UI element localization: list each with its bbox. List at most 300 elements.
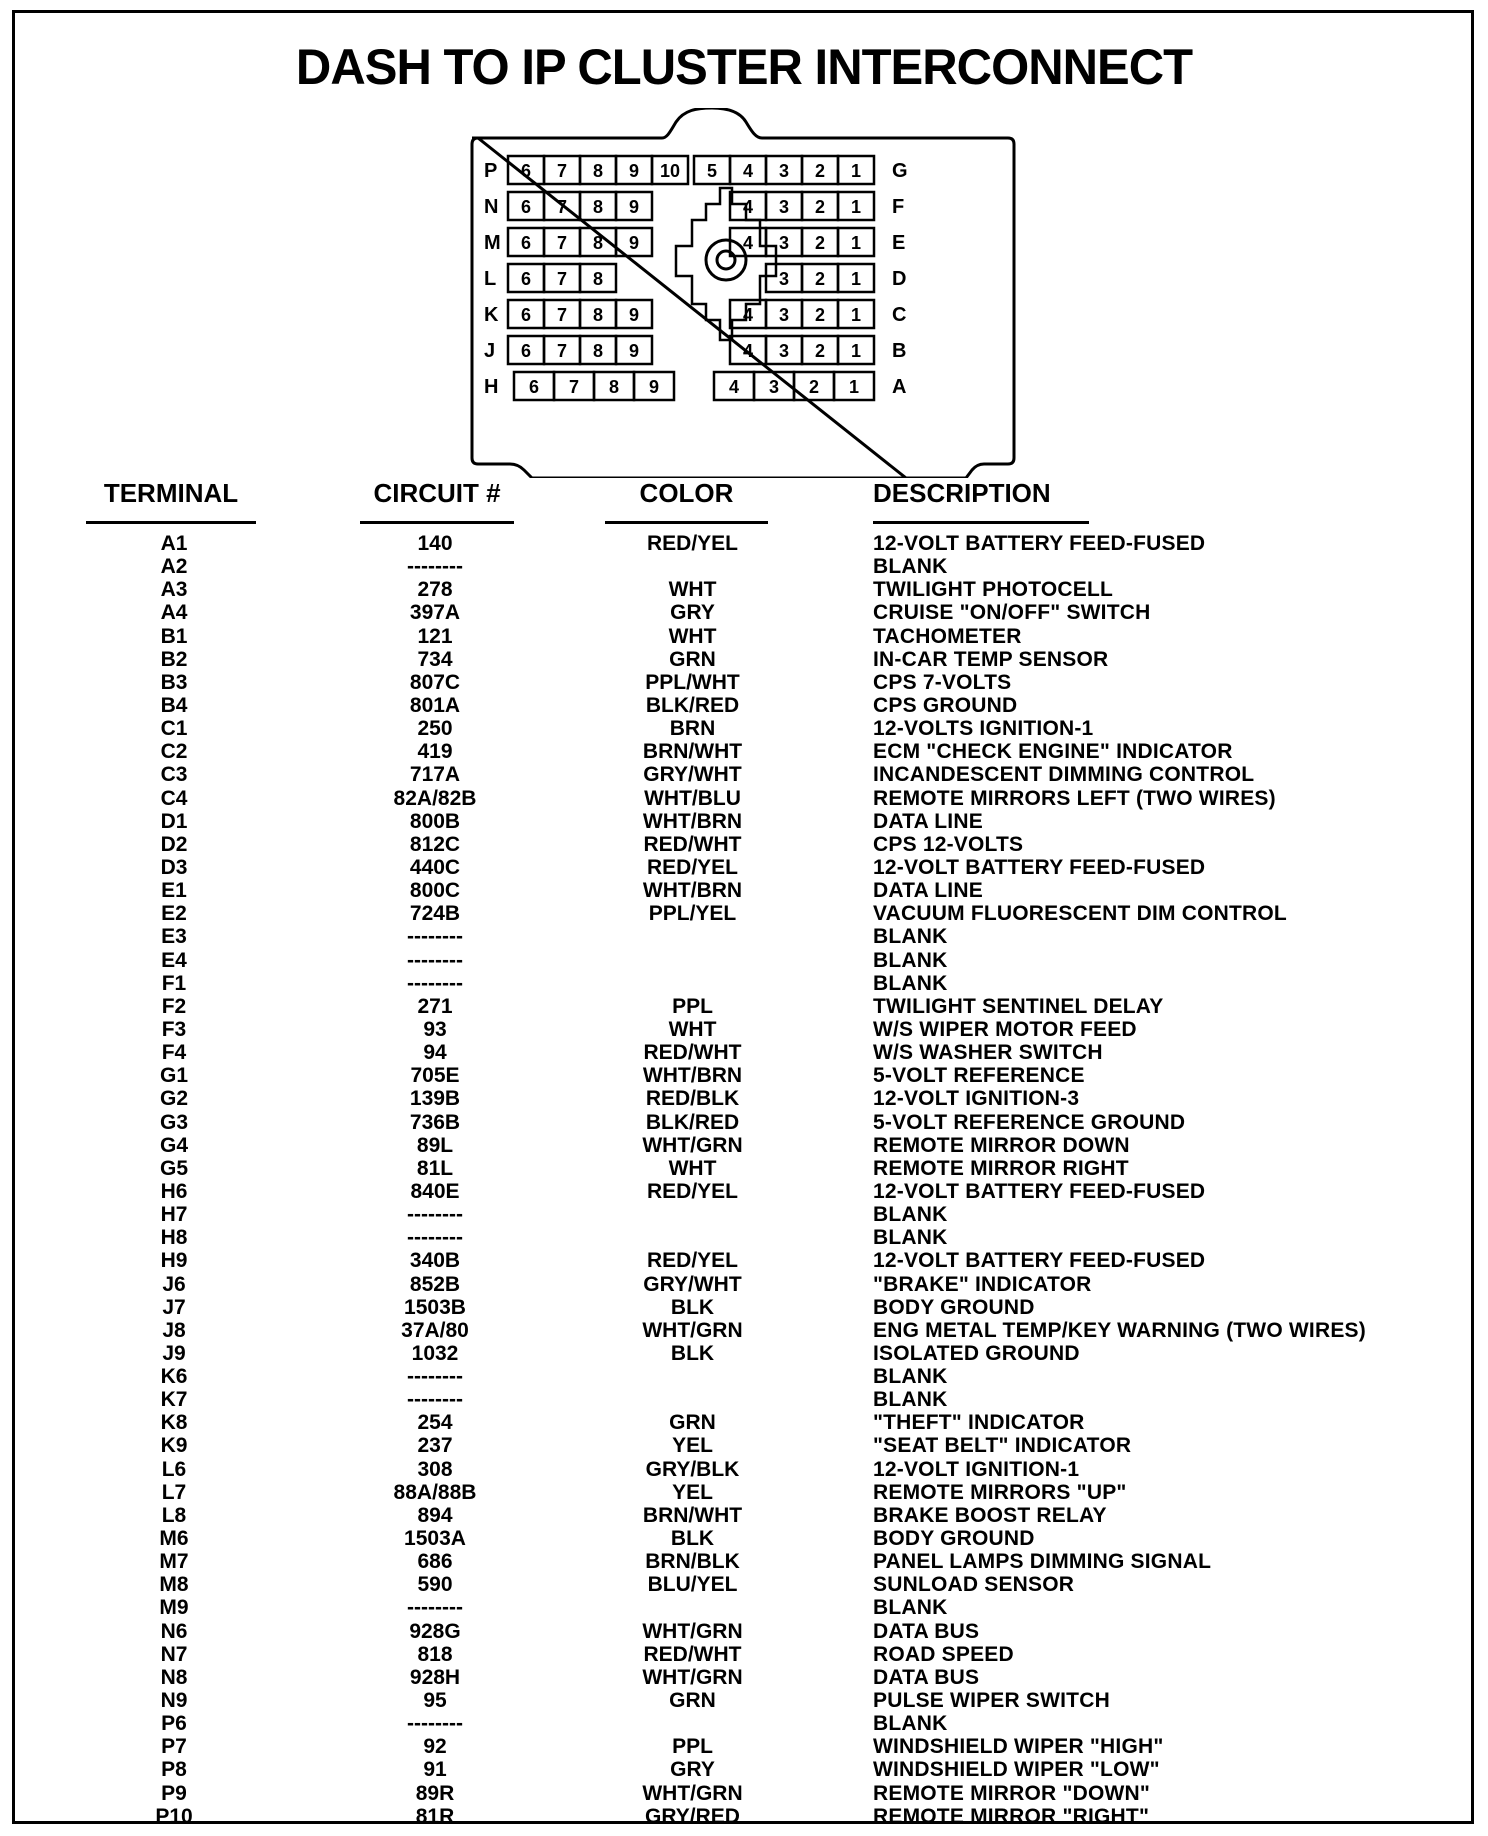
terminal-cell: N7: [160, 1642, 188, 1666]
table-row: [0, 1296, 1488, 1319]
color-cell: PPL: [672, 994, 713, 1018]
description-cell: BLANK: [873, 948, 948, 972]
pin-number: 8: [608, 377, 620, 397]
circuit-cell: --------: [407, 1712, 463, 1736]
row-letter: P: [484, 160, 498, 182]
description-cell: REMOTE MIRROR "DOWN": [873, 1781, 1151, 1805]
table-row: [0, 1157, 1488, 1180]
table-row: [0, 1342, 1488, 1365]
terminal-cell: C4: [160, 786, 188, 810]
circuit-cell: 818: [417, 1642, 453, 1666]
terminal-cell: C2: [160, 740, 188, 764]
circuit-cell: 308: [417, 1457, 453, 1481]
circuit-cell: 807C: [409, 670, 461, 694]
circuit-cell: --------: [407, 925, 463, 949]
pin-number: 1: [850, 305, 862, 325]
table-row: [0, 671, 1488, 694]
terminal-cell: B4: [160, 693, 188, 717]
description-cell: DATA BUS: [873, 1619, 980, 1643]
circuit-cell: 91: [423, 1758, 447, 1782]
row-letter: N: [484, 196, 499, 218]
circuit-cell: --------: [407, 948, 463, 972]
terminal-cell: N6: [160, 1619, 188, 1643]
table-row: [0, 740, 1488, 763]
terminal-cell: A2: [160, 555, 188, 579]
pin-number: 1: [850, 269, 862, 289]
pin-number: 7: [556, 341, 568, 361]
circuit-cell: 734: [417, 647, 453, 671]
description-cell: "THEFT" INDICATOR: [873, 1411, 1085, 1435]
color-cell: PPL/YEL: [648, 902, 737, 926]
terminal-cell: F1: [161, 971, 187, 995]
circuit-cell: 254: [417, 1411, 453, 1435]
description-cell: BLANK: [873, 1203, 948, 1227]
color-cell: PPL: [672, 1735, 713, 1759]
pin-number: 7: [556, 161, 568, 181]
table-row: [0, 1111, 1488, 1134]
terminal-cell: P10: [155, 1804, 193, 1828]
header-color: COLOR: [605, 478, 768, 524]
table-row: [0, 1782, 1488, 1805]
table-row: [0, 1712, 1488, 1735]
color-cell: WHT: [668, 1017, 717, 1041]
description-cell: CPS GROUND: [873, 693, 1018, 717]
terminal-cell: E3: [161, 925, 187, 949]
terminal-cell: H8: [160, 1226, 188, 1250]
pin-number: 1: [848, 377, 860, 397]
color-cell: BRN/WHT: [642, 740, 743, 764]
terminal-cell: N9: [160, 1689, 188, 1713]
circuit-cell: 928G: [409, 1619, 461, 1643]
terminal-cell: E4: [161, 948, 187, 972]
header-circuit: CIRCUIT #: [360, 478, 514, 524]
description-cell: IN-CAR TEMP SENSOR: [873, 647, 1109, 671]
circuit-cell: 419: [417, 740, 453, 764]
color-cell: WHT: [668, 578, 717, 602]
color-cell: BLK: [670, 1295, 715, 1319]
pin-number: 8: [592, 269, 604, 289]
color-cell: GRY/WHT: [643, 1272, 742, 1296]
circuit-cell: --------: [407, 1388, 463, 1412]
table-row: [0, 1434, 1488, 1457]
terminal-cell: J8: [162, 1318, 186, 1342]
description-cell: ECM "CHECK ENGINE" INDICATOR: [873, 740, 1233, 764]
color-cell: WHT/BRN: [642, 809, 743, 833]
table-row: [0, 1319, 1488, 1342]
pin-number: 8: [592, 341, 604, 361]
circuit-cell: 37A/80: [401, 1318, 469, 1342]
color-cell: GRN: [669, 647, 716, 671]
pin-number: 9: [648, 377, 660, 397]
description-cell: "BRAKE" INDICATOR: [873, 1272, 1092, 1296]
description-cell: W/S WASHER SWITCH: [873, 1041, 1103, 1065]
color-cell: YEL: [672, 1434, 713, 1458]
color-cell: RED/WHT: [643, 832, 742, 856]
description-cell: TWILIGHT PHOTOCELL: [873, 578, 1114, 602]
table-row: [0, 949, 1488, 972]
terminal-cell: D3: [160, 855, 188, 879]
color-cell: RED/WHT: [643, 1041, 742, 1065]
circuit-cell: 237: [417, 1434, 453, 1458]
table-row: [0, 1041, 1488, 1064]
table-row: [0, 601, 1488, 624]
row-letter: B: [892, 340, 907, 362]
circuit-cell: 724B: [409, 902, 461, 926]
terminal-cell: F3: [161, 1017, 187, 1041]
color-cell: RED/YEL: [646, 532, 738, 555]
description-cell: BRAKE BOOST RELAY: [873, 1503, 1107, 1527]
pin-number: 1: [850, 233, 862, 253]
terminal-table: [0, 532, 1488, 1828]
left-pin-rows: [484, 156, 688, 400]
circuit-cell: 139B: [409, 1087, 461, 1111]
pin-number: 4: [742, 341, 754, 361]
color-cell: WHT/BRN: [642, 1064, 743, 1088]
table-row: [0, 578, 1488, 601]
terminal-cell: B2: [160, 647, 188, 671]
pin-number: 7: [556, 305, 568, 325]
row-letter: E: [892, 232, 906, 254]
description-cell: BLANK: [873, 1712, 948, 1736]
pin-number: 1: [850, 197, 862, 217]
pin-number: 8: [592, 161, 604, 181]
color-cell: GRY/BLK: [645, 1457, 740, 1481]
pin-number: 5: [706, 161, 718, 181]
terminal-cell: B3: [160, 670, 188, 694]
circuit-cell: 812C: [409, 832, 461, 856]
table-row: [0, 625, 1488, 648]
pin-number: 4: [728, 377, 740, 397]
description-cell: CPS 7-VOLTS: [873, 670, 1012, 694]
terminal-cell: M7: [159, 1550, 189, 1574]
pin-number: 1: [850, 341, 862, 361]
description-cell: 12-VOLT IGNITION-1: [873, 1457, 1080, 1481]
description-cell: 12-VOLT IGNITION-3: [873, 1087, 1080, 1111]
circuit-cell: --------: [407, 1203, 463, 1227]
description-cell: REMOTE MIRROR "RIGHT": [873, 1804, 1150, 1828]
table-row: [0, 1411, 1488, 1434]
color-cell: WHT/GRN: [642, 1318, 743, 1342]
circuit-cell: 250: [417, 717, 453, 741]
right-pin-rows: [694, 156, 908, 400]
terminal-cell: N8: [160, 1665, 188, 1689]
description-cell: 12-VOLT BATTERY FEED-FUSED: [873, 1249, 1206, 1273]
terminal-cell: P9: [161, 1781, 187, 1805]
description-cell: WINDSHIELD WIPER "HIGH": [873, 1735, 1164, 1759]
color-cell: BLK: [670, 1527, 715, 1551]
table-row: [0, 717, 1488, 740]
terminal-cell: H9: [160, 1249, 188, 1273]
description-cell: ROAD SPEED: [873, 1642, 1014, 1666]
circuit-cell: 736B: [409, 1110, 461, 1134]
circuit-cell: --------: [407, 1226, 463, 1250]
color-cell: RED/YEL: [646, 1179, 738, 1203]
circuit-cell: 852B: [409, 1272, 461, 1296]
row-letter: G: [892, 160, 908, 182]
pin-number: 6: [528, 377, 540, 397]
terminal-cell: P8: [161, 1758, 187, 1782]
table-row: [0, 1805, 1488, 1828]
description-cell: ISOLATED GROUND: [873, 1341, 1080, 1365]
pin-number: 2: [814, 341, 826, 361]
circuit-cell: --------: [407, 1596, 463, 1620]
color-cell: RED/YEL: [646, 855, 738, 879]
table-row: [0, 1203, 1488, 1226]
terminal-cell: C1: [160, 717, 188, 741]
terminal-cell: D1: [160, 809, 188, 833]
terminal-cell: L7: [161, 1480, 187, 1504]
color-cell: WHT/GRN: [642, 1781, 743, 1805]
description-cell: BODY GROUND: [873, 1295, 1035, 1319]
terminal-cell: J7: [162, 1295, 186, 1319]
color-cell: GRN: [669, 1411, 716, 1435]
pin-number: 8: [592, 233, 604, 253]
color-cell: WHT/GRN: [642, 1619, 743, 1643]
color-cell: GRN: [669, 1689, 716, 1713]
table-row: [0, 555, 1488, 578]
description-cell: BODY GROUND: [873, 1527, 1035, 1551]
color-cell: BLK/RED: [645, 1110, 740, 1134]
circuit-cell: 81L: [416, 1156, 454, 1180]
header-description: DESCRIPTION: [873, 478, 1089, 524]
pin-number: 6: [520, 269, 532, 289]
row-letter: L: [484, 268, 497, 290]
pin-number: 2: [814, 233, 826, 253]
pin-number: 9: [628, 341, 640, 361]
pin-number: 6: [520, 233, 532, 253]
circuit-cell: 271: [417, 994, 453, 1018]
circuit-cell: --------: [407, 1365, 463, 1389]
circuit-cell: 140: [417, 532, 453, 555]
description-cell: 12-VOLT BATTERY FEED-FUSED: [873, 855, 1206, 879]
terminal-cell: G2: [159, 1087, 188, 1111]
pin-number: 2: [814, 305, 826, 325]
pin-number: 3: [768, 377, 780, 397]
description-cell: 12-VOLTS IGNITION-1: [873, 717, 1094, 741]
color-cell: GRY/WHT: [643, 763, 742, 787]
table-row: [0, 810, 1488, 833]
terminal-cell: L6: [161, 1457, 187, 1481]
description-cell: TWILIGHT SENTINEL DELAY: [873, 994, 1164, 1018]
pin-number: 1: [850, 161, 862, 181]
pin-number: 7: [556, 197, 568, 217]
pin-number: 3: [778, 305, 790, 325]
color-cell: GRY: [670, 601, 715, 625]
pin-number: 3: [778, 161, 790, 181]
pin-number: 10: [659, 161, 681, 181]
terminal-cell: C3: [160, 763, 188, 787]
table-row: [0, 972, 1488, 995]
color-cell: BRN/BLK: [645, 1550, 740, 1574]
circuit-cell: 717A: [409, 763, 461, 787]
description-cell: DATA LINE: [873, 879, 983, 903]
terminal-cell: A1: [160, 532, 188, 555]
table-row: [0, 879, 1488, 902]
table-row: [0, 648, 1488, 671]
pin-number: 2: [814, 161, 826, 181]
table-row: [0, 1226, 1488, 1249]
table-row: [0, 1550, 1488, 1573]
connector-center-hole: [717, 251, 735, 269]
table-row: [0, 1596, 1488, 1619]
terminal-cell: P7: [161, 1735, 187, 1759]
pin-number: 8: [592, 305, 604, 325]
row-letter: H: [484, 376, 499, 398]
description-cell: INCANDESCENT DIMMING CONTROL: [873, 763, 1255, 787]
description-cell: "SEAT BELT" INDICATOR: [873, 1434, 1132, 1458]
pin-number: 2: [814, 269, 826, 289]
table-row: [0, 995, 1488, 1018]
terminal-cell: A4: [160, 601, 188, 625]
description-cell: W/S WIPER MOTOR FEED: [873, 1017, 1137, 1041]
circuit-cell: 89L: [416, 1133, 454, 1157]
pin-number: 9: [628, 197, 640, 217]
description-cell: REMOTE MIRROR RIGHT: [873, 1156, 1129, 1180]
connector-key: [676, 188, 776, 340]
circuit-cell: 94: [423, 1041, 447, 1065]
table-row: [0, 1273, 1488, 1296]
circuit-cell: 89R: [415, 1781, 455, 1805]
pin-number: 3: [778, 341, 790, 361]
circuit-cell: 686: [417, 1550, 453, 1574]
table-row: [0, 1018, 1488, 1041]
terminal-cell: K7: [160, 1388, 188, 1412]
color-cell: BRN: [669, 717, 716, 741]
terminal-cell: A3: [160, 578, 188, 602]
terminal-cell: M6: [159, 1527, 189, 1551]
description-cell: VACUUM FLUORESCENT DIM CONTROL: [873, 902, 1287, 926]
table-row: [0, 1689, 1488, 1712]
terminal-cell: K6: [160, 1365, 188, 1389]
color-cell: BRN/WHT: [642, 1503, 743, 1527]
table-row: [0, 1573, 1488, 1596]
pin-number: 9: [628, 305, 640, 325]
pin-number: 9: [628, 161, 640, 181]
pin-number: 7: [556, 269, 568, 289]
row-letter: A: [892, 376, 907, 398]
terminal-cell: J6: [162, 1272, 186, 1296]
circuit-cell: 340B: [409, 1249, 461, 1273]
table-row: [0, 1620, 1488, 1643]
color-cell: RED/BLK: [645, 1087, 740, 1111]
description-cell: CPS 12-VOLTS: [873, 832, 1024, 856]
terminal-cell: L8: [161, 1503, 187, 1527]
pin-number: 6: [520, 161, 532, 181]
pin-number: 9: [628, 233, 640, 253]
table-row: [0, 1758, 1488, 1781]
pin-number: 8: [592, 197, 604, 217]
pin-number: 4: [742, 233, 754, 253]
terminal-cell: F4: [161, 1041, 187, 1065]
pin-number: 3: [778, 233, 790, 253]
table-row: [0, 1388, 1488, 1411]
description-cell: ENG METAL TEMP/KEY WARNING (TWO WIRES): [873, 1318, 1366, 1342]
table-row: [0, 1735, 1488, 1758]
description-cell: BLANK: [873, 555, 948, 579]
circuit-cell: --------: [407, 555, 463, 579]
pin-number: 3: [778, 197, 790, 217]
circuit-cell: 840E: [410, 1179, 460, 1203]
table-row: [0, 1527, 1488, 1550]
description-cell: DATA LINE: [873, 809, 983, 833]
description-cell: DATA BUS: [873, 1665, 980, 1689]
color-cell: RED/YEL: [646, 1249, 738, 1273]
circuit-cell: 82A/82B: [393, 786, 477, 810]
circuit-cell: 121: [417, 624, 453, 648]
pin-number: 6: [520, 341, 532, 361]
pin-number: 6: [520, 305, 532, 325]
table-row: [0, 1643, 1488, 1666]
terminal-cell: E1: [161, 879, 187, 903]
row-letter: J: [484, 340, 496, 362]
color-cell: YEL: [672, 1480, 713, 1504]
terminal-cell: P6: [161, 1712, 187, 1736]
table-row: [0, 1134, 1488, 1157]
circuit-cell: 590: [417, 1573, 453, 1597]
terminal-cell: M9: [159, 1596, 189, 1620]
circuit-cell: 92: [423, 1735, 447, 1759]
table-row: [0, 1180, 1488, 1203]
description-cell: BLANK: [873, 1596, 948, 1620]
pin-number: 4: [742, 161, 754, 181]
pin-number: 4: [742, 305, 754, 325]
table-row: [0, 694, 1488, 717]
table-row: [0, 1666, 1488, 1689]
description-cell: WINDSHIELD WIPER "LOW": [873, 1758, 1160, 1782]
table-row: [0, 1064, 1488, 1087]
terminal-cell: G5: [159, 1156, 188, 1180]
circuit-cell: 93: [423, 1017, 447, 1041]
description-cell: BLANK: [873, 971, 948, 995]
pin-number: 7: [556, 233, 568, 253]
color-cell: GRY: [670, 1758, 715, 1782]
table-row: [0, 1249, 1488, 1272]
color-cell: BLK/RED: [645, 693, 740, 717]
color-cell: WHT/GRN: [642, 1665, 743, 1689]
row-letter: F: [892, 196, 905, 218]
circuit-cell: 278: [417, 578, 453, 602]
circuit-cell: 81R: [415, 1804, 455, 1828]
table-row: [0, 856, 1488, 879]
pin-number: 2: [808, 377, 820, 397]
header-terminal: TERMINAL: [86, 478, 256, 524]
terminal-cell: G3: [159, 1110, 188, 1134]
table-row: [0, 1458, 1488, 1481]
description-cell: PANEL LAMPS DIMMING SIGNAL: [873, 1550, 1212, 1574]
page-title: DASH TO IP CLUSTER INTERCONNECT: [295, 39, 1193, 95]
description-cell: BLANK: [873, 1388, 948, 1412]
color-cell: BLK: [670, 1341, 715, 1365]
row-letter: D: [892, 268, 907, 290]
table-row: [0, 833, 1488, 856]
pin-number: 3: [778, 269, 790, 289]
pin-number: 2: [814, 197, 826, 217]
description-cell: TACHOMETER: [873, 624, 1022, 648]
circuit-cell: 397A: [409, 601, 461, 625]
table-row: [0, 925, 1488, 948]
row-letter: K: [484, 304, 499, 326]
table-row: [0, 1481, 1488, 1504]
circuit-cell: 1503B: [404, 1295, 466, 1319]
description-cell: REMOTE MIRRORS "UP": [873, 1480, 1127, 1504]
color-cell: RED/WHT: [643, 1642, 742, 1666]
terminal-cell: J9: [162, 1341, 186, 1365]
circuit-cell: 800C: [409, 879, 461, 903]
terminal-cell: G4: [159, 1133, 188, 1157]
circuit-cell: 1503A: [404, 1527, 466, 1551]
color-cell: BLU/YEL: [647, 1573, 738, 1597]
connector-diagram: [462, 108, 1024, 478]
